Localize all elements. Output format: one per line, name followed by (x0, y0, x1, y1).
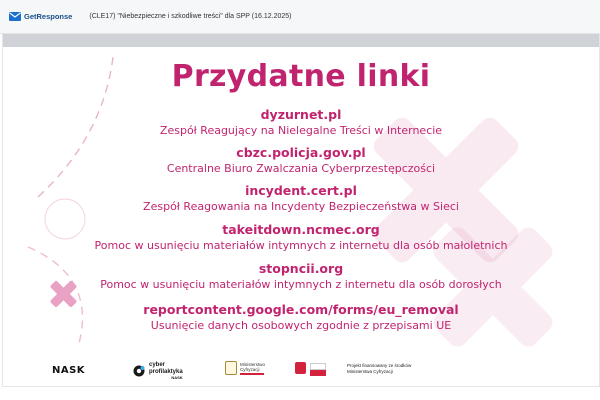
link-item-cbzc (3, 145, 599, 176)
cyber-profilaktyka-logo (133, 362, 183, 380)
link-description: Centralne Biuro Zwalczania Cyberprzestępczości (166, 162, 436, 175)
link-item-takeitdown (3, 222, 599, 253)
footer-logos (3, 357, 599, 383)
funding-note (347, 363, 417, 374)
banner-title: Przydatne linki (171, 59, 431, 94)
email-content (2, 33, 600, 387)
ministry-line2: Cyfryzacji (240, 366, 260, 372)
crest-icon (225, 361, 237, 375)
polish-flag-icon (310, 363, 326, 374)
link-url[interactable]: takeitdown.ncmec.org (222, 222, 380, 237)
funding-text: Projekt finansowany ze środków Ministerstwa Cyfryzacji (347, 363, 412, 374)
nask-logo (52, 365, 85, 376)
link-description: Zespół Reagowania na Incydenty Bezpieczeństwa w Sieci (143, 200, 459, 213)
cp-line1: cyber (149, 362, 166, 368)
header-band (3, 34, 599, 47)
white-eagle-icon (295, 362, 306, 374)
link-item-stopncii (3, 261, 599, 292)
email-header-bar (0, 0, 600, 34)
decorative-background (3, 47, 599, 386)
cp-line2: profilaktyka (149, 368, 183, 375)
ministry-logo (225, 361, 265, 375)
email-subject: (CLE17) "Niebezpieczne i szkodliwe treści" dla SPP (16.12.2025) (89, 13, 292, 20)
ministry-line1: Ministerstwo (240, 361, 266, 367)
useful-links-banner (3, 47, 599, 386)
getresponse-brand[interactable] (9, 12, 72, 21)
ministry-red-bar (240, 373, 264, 375)
link-url[interactable]: reportcontent.google.com/forms/eu_removal (143, 302, 459, 317)
link-description: Usunięcie danych osobowych zgodnie z przepisami UE (150, 319, 452, 332)
link-url[interactable]: cbzc.policja.gov.pl (236, 145, 366, 160)
link-item-dyzurnet (3, 107, 599, 138)
link-item-cert (3, 183, 599, 214)
link-description: Zespół Reagujący na Nielegalne Treści w Internecie (159, 124, 443, 137)
link-url[interactable]: stopncii.org (258, 261, 344, 276)
link-url[interactable]: dyzurnet.pl (260, 107, 342, 122)
cp-sub: NASK (171, 375, 183, 380)
poland-emblems (295, 362, 326, 374)
link-description: Pomoc w usunięciu materiałów intymnych z internetu dla osób dorosłych (100, 278, 502, 291)
link-description: Pomoc w usunięciu materiałów intymnych z internetu dla osób małoletnich (94, 239, 508, 252)
nask-wordmark: NASK (52, 365, 86, 376)
link-url[interactable]: incydent.cert.pl (245, 183, 357, 198)
brand-name: GetResponse (24, 12, 73, 21)
link-item-google-removal (3, 302, 599, 333)
speech-bubble-icon (133, 365, 146, 377)
envelope-icon (9, 12, 21, 21)
